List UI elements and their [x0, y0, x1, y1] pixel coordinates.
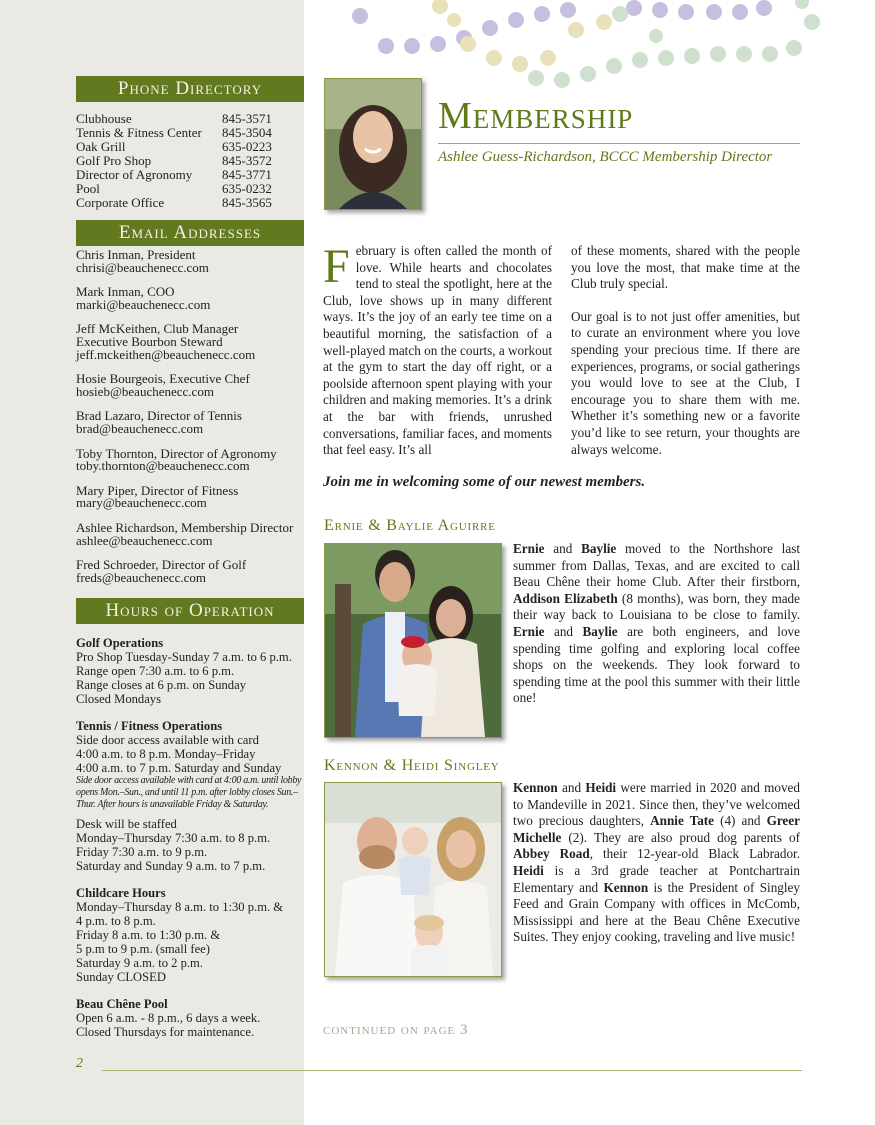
hours-line: 5 p.m to 9 p.m. (small fee) — [76, 942, 210, 956]
phone-name: Oak Grill — [76, 139, 126, 154]
contact-name: Jeff McKeithen, Club Manager — [76, 321, 239, 337]
email-link[interactable]: jeff.mckeithen@beauchenecc.com — [76, 346, 256, 362]
phone-name: Golf Pro Shop — [76, 153, 152, 168]
phone-directory-list — [76, 112, 286, 210]
drop-cap: F — [323, 240, 350, 293]
email-entry — [76, 559, 304, 584]
author-portrait-photo — [324, 78, 422, 210]
email-entry — [76, 410, 304, 435]
phone-number: 635-0223 — [222, 139, 272, 154]
pool-hours-heading: Beau Chêne Pool — [76, 997, 168, 1011]
email-addresses-header: Email Addresses — [76, 220, 304, 246]
hours-line: Friday 7:30 a.m. to 9 p.m. — [76, 845, 208, 859]
hours-line: Saturday and Sunday 9 a.m. to 7 p.m. — [76, 859, 266, 873]
phone-name: Clubhouse — [76, 111, 132, 126]
article-column-right — [571, 243, 800, 474]
email-link[interactable]: freds@beauchenecc.com — [76, 569, 206, 585]
pool-hours — [76, 997, 304, 1039]
page-number: 2 — [76, 1056, 83, 1071]
phone-row — [76, 196, 286, 210]
title-rule — [438, 143, 800, 144]
email-entry — [76, 482, 304, 511]
phone-name: Director of Agronomy — [76, 167, 193, 182]
contact-name: Brad Lazaro, Director of Tennis — [76, 408, 242, 424]
childcare-hours-heading: Childcare Hours — [76, 886, 166, 900]
phone-row — [76, 126, 286, 140]
phone-directory-header: Phone Directory — [76, 76, 304, 102]
email-entry — [76, 323, 304, 361]
article-byline: Ashlee Guess-Richardson, BCCC Membership Director — [438, 149, 773, 165]
contact-name: Hosie Bourgeois, Executive Chef — [76, 371, 250, 387]
tennis-staffed-hours — [76, 817, 304, 873]
email-addresses-list — [76, 249, 304, 596]
contact-name: Mary Piper, Director of Fitness — [76, 482, 239, 498]
phone-name: Tennis & Fitness Center — [76, 125, 202, 140]
goal-paragraph: Our goal is to not just offer amenities, but to curate an environment where you love spending your precious time. If there are experiences, programs, or social gatherings you would love to see at the Club, I encourage you to share them with me. Whether it’s something new or a favorite you’d like to see return, your thoughts are always welcome. — [571, 308, 800, 457]
email-entry — [76, 445, 304, 474]
hours-line: Open 6 a.m. - 8 p.m., 6 days a week. — [76, 1011, 261, 1025]
welcome-callout: Join me in welcoming some of our newest members. — [323, 474, 646, 490]
mardi-gras-beads-decoration — [304, 0, 875, 90]
phone-row — [76, 154, 286, 168]
member-name-heading: Ernie & Baylie Aguirre — [324, 517, 496, 534]
email-entry — [76, 286, 304, 311]
hours-line: Range open 7:30 a.m. to 6 p.m. — [76, 664, 235, 678]
email-link[interactable]: ashlee@beauchenecc.com — [76, 532, 213, 548]
hours-line: 4:00 a.m. to 7 p.m. Saturday and Sunday — [76, 761, 282, 775]
golf-hours — [76, 636, 304, 706]
hours-line: Range closes at 6 p.m. on Sunday — [76, 678, 246, 692]
hours-line: Monday–Thursday 7:30 a.m. to 8 p.m. — [76, 831, 271, 845]
hours-line: Saturday 9 a.m. to 2 p.m. — [76, 956, 203, 970]
email-link[interactable]: marki@beauchenecc.com — [76, 296, 211, 312]
email-link[interactable]: brad@beauchenecc.com — [76, 420, 204, 436]
phone-number: 635-0232 — [222, 181, 272, 196]
phone-row — [76, 168, 286, 182]
hours-line: Friday 8 a.m. to 1:30 p.m. & — [76, 928, 221, 942]
email-entry — [76, 519, 304, 548]
contact-name: Mark Inman, COO — [76, 284, 175, 300]
member-family-photo — [324, 782, 502, 977]
article-title: Membership — [438, 95, 634, 137]
phone-row — [76, 182, 286, 196]
contact-name: Fred Schroeder, Director of Golf — [76, 557, 247, 573]
contact-name: Toby Thornton, Director of Agronomy — [76, 445, 277, 461]
hours-line: 4:00 a.m. to 8 p.m. Monday–Friday — [76, 747, 256, 761]
hours-line: Side door access available with card — [76, 733, 259, 747]
contact-name: Ashlee Richardson, Membership Director — [76, 519, 294, 535]
phone-row — [76, 112, 286, 126]
tennis-hours-heading: Tennis / Fitness Operations — [76, 719, 223, 733]
hours-line: Closed Mondays — [76, 692, 162, 706]
hours-of-operation-header: Hours of Operation — [76, 598, 304, 624]
intro-paragraph: ebruary is often called the month of love. While hearts and chocolates tend to steal the spotlight, here at the Club, love shows up in many different ways. It’s the joy of an early tee time on a beautiful morning, the satisfaction of a well-played match on the courts, a workout at the gym to start the day off right, or a poolside afternoon spent playing with your children and making memories. It’s a drink at the bar with friends, unrushed conversations, familiar faces, and moments that feel easy. It’s all — [323, 243, 552, 458]
member-bio: Ernie and Baylie moved to the Northshore last summer from Dallas, Texas, and are excited to call Beau Chêne their home Club. After their firstborn, Addison Elizabeth (8 months), was born, they made their way back to Louisiana to be close to family. Ernie and Baylie are both engineers, and love spending time golfing and exploring local coffee shops on the weekends. They look forward to spending time at the pool this summer with their little one! — [513, 541, 801, 706]
golf-hours-heading: Golf Operations — [76, 636, 164, 650]
article-column-left — [323, 240, 552, 459]
intro-paragraph-continued: of these moments, shared with the people you love the most, that make time at the Club truly special. — [571, 243, 800, 292]
phone-number: 845-3771 — [222, 167, 272, 182]
email-link[interactable]: hosieb@beauchenecc.com — [76, 383, 214, 399]
phone-name: Corporate Office — [76, 195, 165, 210]
hours-line: Closed Thursdays for maintenance. — [76, 1025, 255, 1039]
hours-line: 4 p.m. to 8 p.m. — [76, 914, 156, 928]
phone-number: 845-3572 — [222, 153, 272, 168]
tennis-access-note: Side door access available with card at 4:00 a.m. until lobby opens Mon.–Sun., and until 11 p.m. after lobby closes Sun.–Thur. After hours is unavailable Friday & Saturday. — [76, 775, 302, 810]
phone-number: 845-3504 — [222, 125, 272, 140]
phone-row — [76, 140, 286, 154]
email-link[interactable]: chrisi@beauchenecc.com — [76, 259, 209, 275]
phone-name: Pool — [76, 181, 100, 196]
email-entry — [76, 249, 304, 274]
email-link[interactable]: toby.thornton@beauchenecc.com — [76, 458, 250, 474]
childcare-hours — [76, 886, 304, 984]
member-bio: Kennon and Heidi were married in 2020 and moved to Mandeville in 2021. Since then, they’ve welcomed two precious daughters, Annie Tate (4) and Greer Michelle (2). They are also proud dog parents of Abbey Road, their 12-year-old Black Labrador. Heidi is a 3rd grade teacher at Pontchartrain Elementary and Kennon is the President of Singley Feed and Grain Company with offices in McComb, Mississippi and here at the Beau Chêne Executive Suites. They enjoy cooking, traveling and live music! — [513, 780, 801, 945]
contact-name: Chris Inman, President — [76, 247, 196, 262]
hours-line: Sunday CLOSED — [76, 970, 166, 984]
contact-title: Executive Bourbon Steward — [76, 333, 223, 349]
hours-line: Monday–Thursday 8 a.m. to 1:30 p.m. & — [76, 900, 284, 914]
email-entry — [76, 373, 304, 398]
member-name-heading: Kennon & Heidi Singley — [324, 757, 500, 774]
footer-rule — [102, 1070, 802, 1071]
hours-line: Pro Shop Tuesday-Sunday 7 a.m. to 6 p.m. — [76, 650, 292, 664]
email-link[interactable]: mary@beauchenecc.com — [76, 495, 207, 511]
hours-of-operation — [76, 636, 304, 1052]
hours-line: Desk will be staffed — [76, 817, 177, 831]
continued-on-page-link[interactable]: continued on page 3 — [323, 1022, 469, 1038]
member-family-photo — [324, 543, 502, 738]
tennis-hours — [76, 719, 304, 811]
phone-number: 845-3571 — [222, 111, 272, 126]
phone-number: 845-3565 — [222, 195, 272, 210]
